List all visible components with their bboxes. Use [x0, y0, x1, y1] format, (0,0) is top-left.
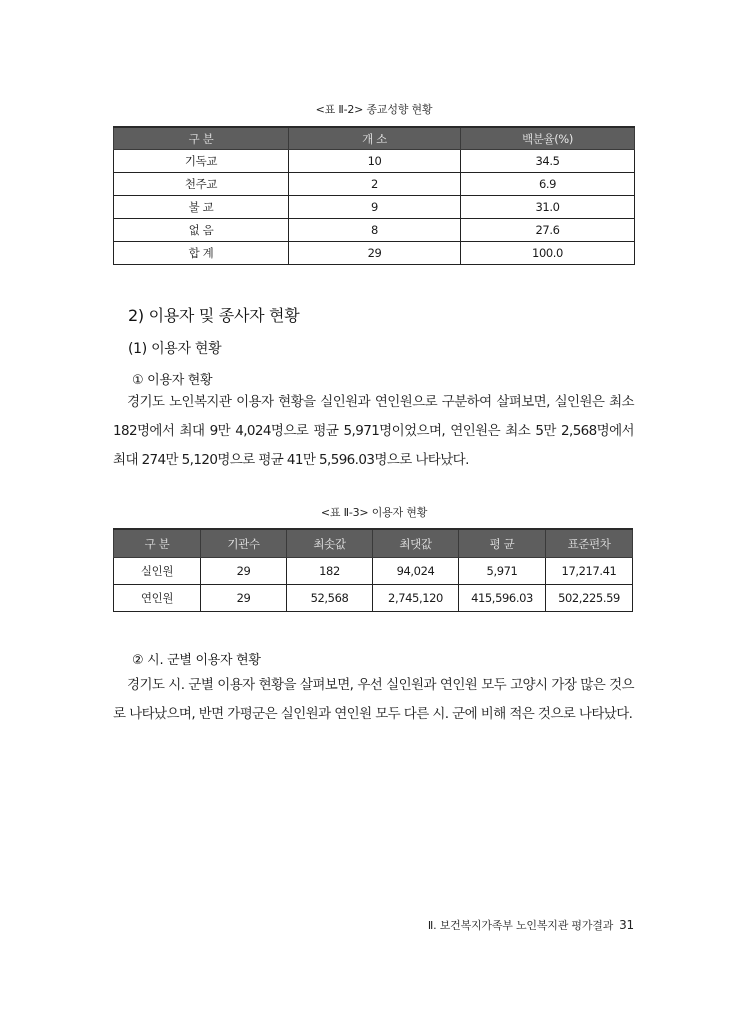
- table-cell: 94,024: [373, 558, 459, 585]
- column-header: 표준편차: [546, 529, 633, 558]
- table-cell: 없 음: [114, 219, 289, 242]
- column-header: 개 소: [289, 127, 461, 150]
- table-cell: 31.0: [461, 196, 635, 219]
- subsection-heading: (1) 이용자 현황: [128, 341, 222, 357]
- table-cell: 29: [289, 242, 461, 265]
- column-header: 구 분: [114, 529, 201, 558]
- table-cell: 5,971: [459, 558, 546, 585]
- table-cell: 천주교: [114, 173, 289, 196]
- item-heading-regional: ② 시. 군별 이용자 현황: [132, 653, 261, 668]
- table-row: [114, 585, 633, 612]
- table-cell: 182: [287, 558, 373, 585]
- table-cell: 2,745,120: [373, 585, 459, 612]
- table-cell: 52,568: [287, 585, 373, 612]
- column-header: 최솟값: [287, 529, 373, 558]
- table-cell: 27.6: [461, 219, 635, 242]
- table1-caption: <표 Ⅱ-2> 종교성향 현황: [315, 103, 433, 116]
- table-row: [114, 196, 635, 219]
- table-cell: 실인원: [114, 558, 201, 585]
- table-cell: 34.5: [461, 150, 635, 173]
- column-header: 구 분: [114, 127, 289, 150]
- footer-chapter: Ⅱ. 보건복지가족부 노인복지관 평가결과: [427, 919, 614, 932]
- section-heading: 2) 이용자 및 종사자 현황: [128, 306, 300, 325]
- paragraph-regional: 경기도 시. 군별 이용자 현황을 살펴보면, 우선 실인원과 연인원 모두 고양시 가장 많은 것으로 나타났으며, 반면 가평군은 실인원과 연인원 모두 다른 시. 군에 비해 적은 것으로 나타났다.: [113, 677, 634, 722]
- table-header-row: [114, 529, 633, 558]
- column-header: 백분율(%): [461, 127, 635, 150]
- item-heading-users: ① 이용자 현황: [132, 373, 213, 388]
- religion-table: [113, 126, 635, 265]
- table-cell: 502,225.59: [546, 585, 633, 612]
- table-cell: 연인원: [114, 585, 201, 612]
- table-cell: 합 계: [114, 242, 289, 265]
- paragraph-users: 경기도 노인복지관 이용자 현황을 실인원과 연인원으로 구분하여 살펴보면, 실인원은 최소 182명에서 최대 9만 4,024명으로 평균 5,971명이었으며, 연인원은 최소 5만 2,568명에서 최대 274만 5,120명으로 평균 41만 5,596.03명으로 나타났다.: [113, 394, 634, 468]
- table-cell: 기독교: [114, 150, 289, 173]
- page-number: 31: [619, 918, 634, 932]
- table-cell: 불 교: [114, 196, 289, 219]
- table-row: [114, 150, 635, 173]
- table-row-total: [114, 242, 635, 265]
- table-row: [114, 558, 633, 585]
- table-cell: 8: [289, 219, 461, 242]
- table-row: [114, 173, 635, 196]
- user-stats-table: [113, 528, 633, 612]
- table-header-row: [114, 127, 635, 150]
- table-row: [114, 219, 635, 242]
- table-cell: 9: [289, 196, 461, 219]
- column-header: 평 균: [459, 529, 546, 558]
- table-cell: 6.9: [461, 173, 635, 196]
- table-cell: 29: [201, 558, 287, 585]
- table-cell: 10: [289, 150, 461, 173]
- column-header: 기관수: [201, 529, 287, 558]
- table-cell: 415,596.03: [459, 585, 546, 612]
- table2-caption: <표 Ⅱ-3> 이용자 현황: [320, 506, 428, 519]
- page-footer: [428, 917, 634, 933]
- table-cell: 2: [289, 173, 461, 196]
- table-cell: 17,217.41: [546, 558, 633, 585]
- column-header: 최댓값: [373, 529, 459, 558]
- table-cell: 29: [201, 585, 287, 612]
- table-cell: 100.0: [461, 242, 635, 265]
